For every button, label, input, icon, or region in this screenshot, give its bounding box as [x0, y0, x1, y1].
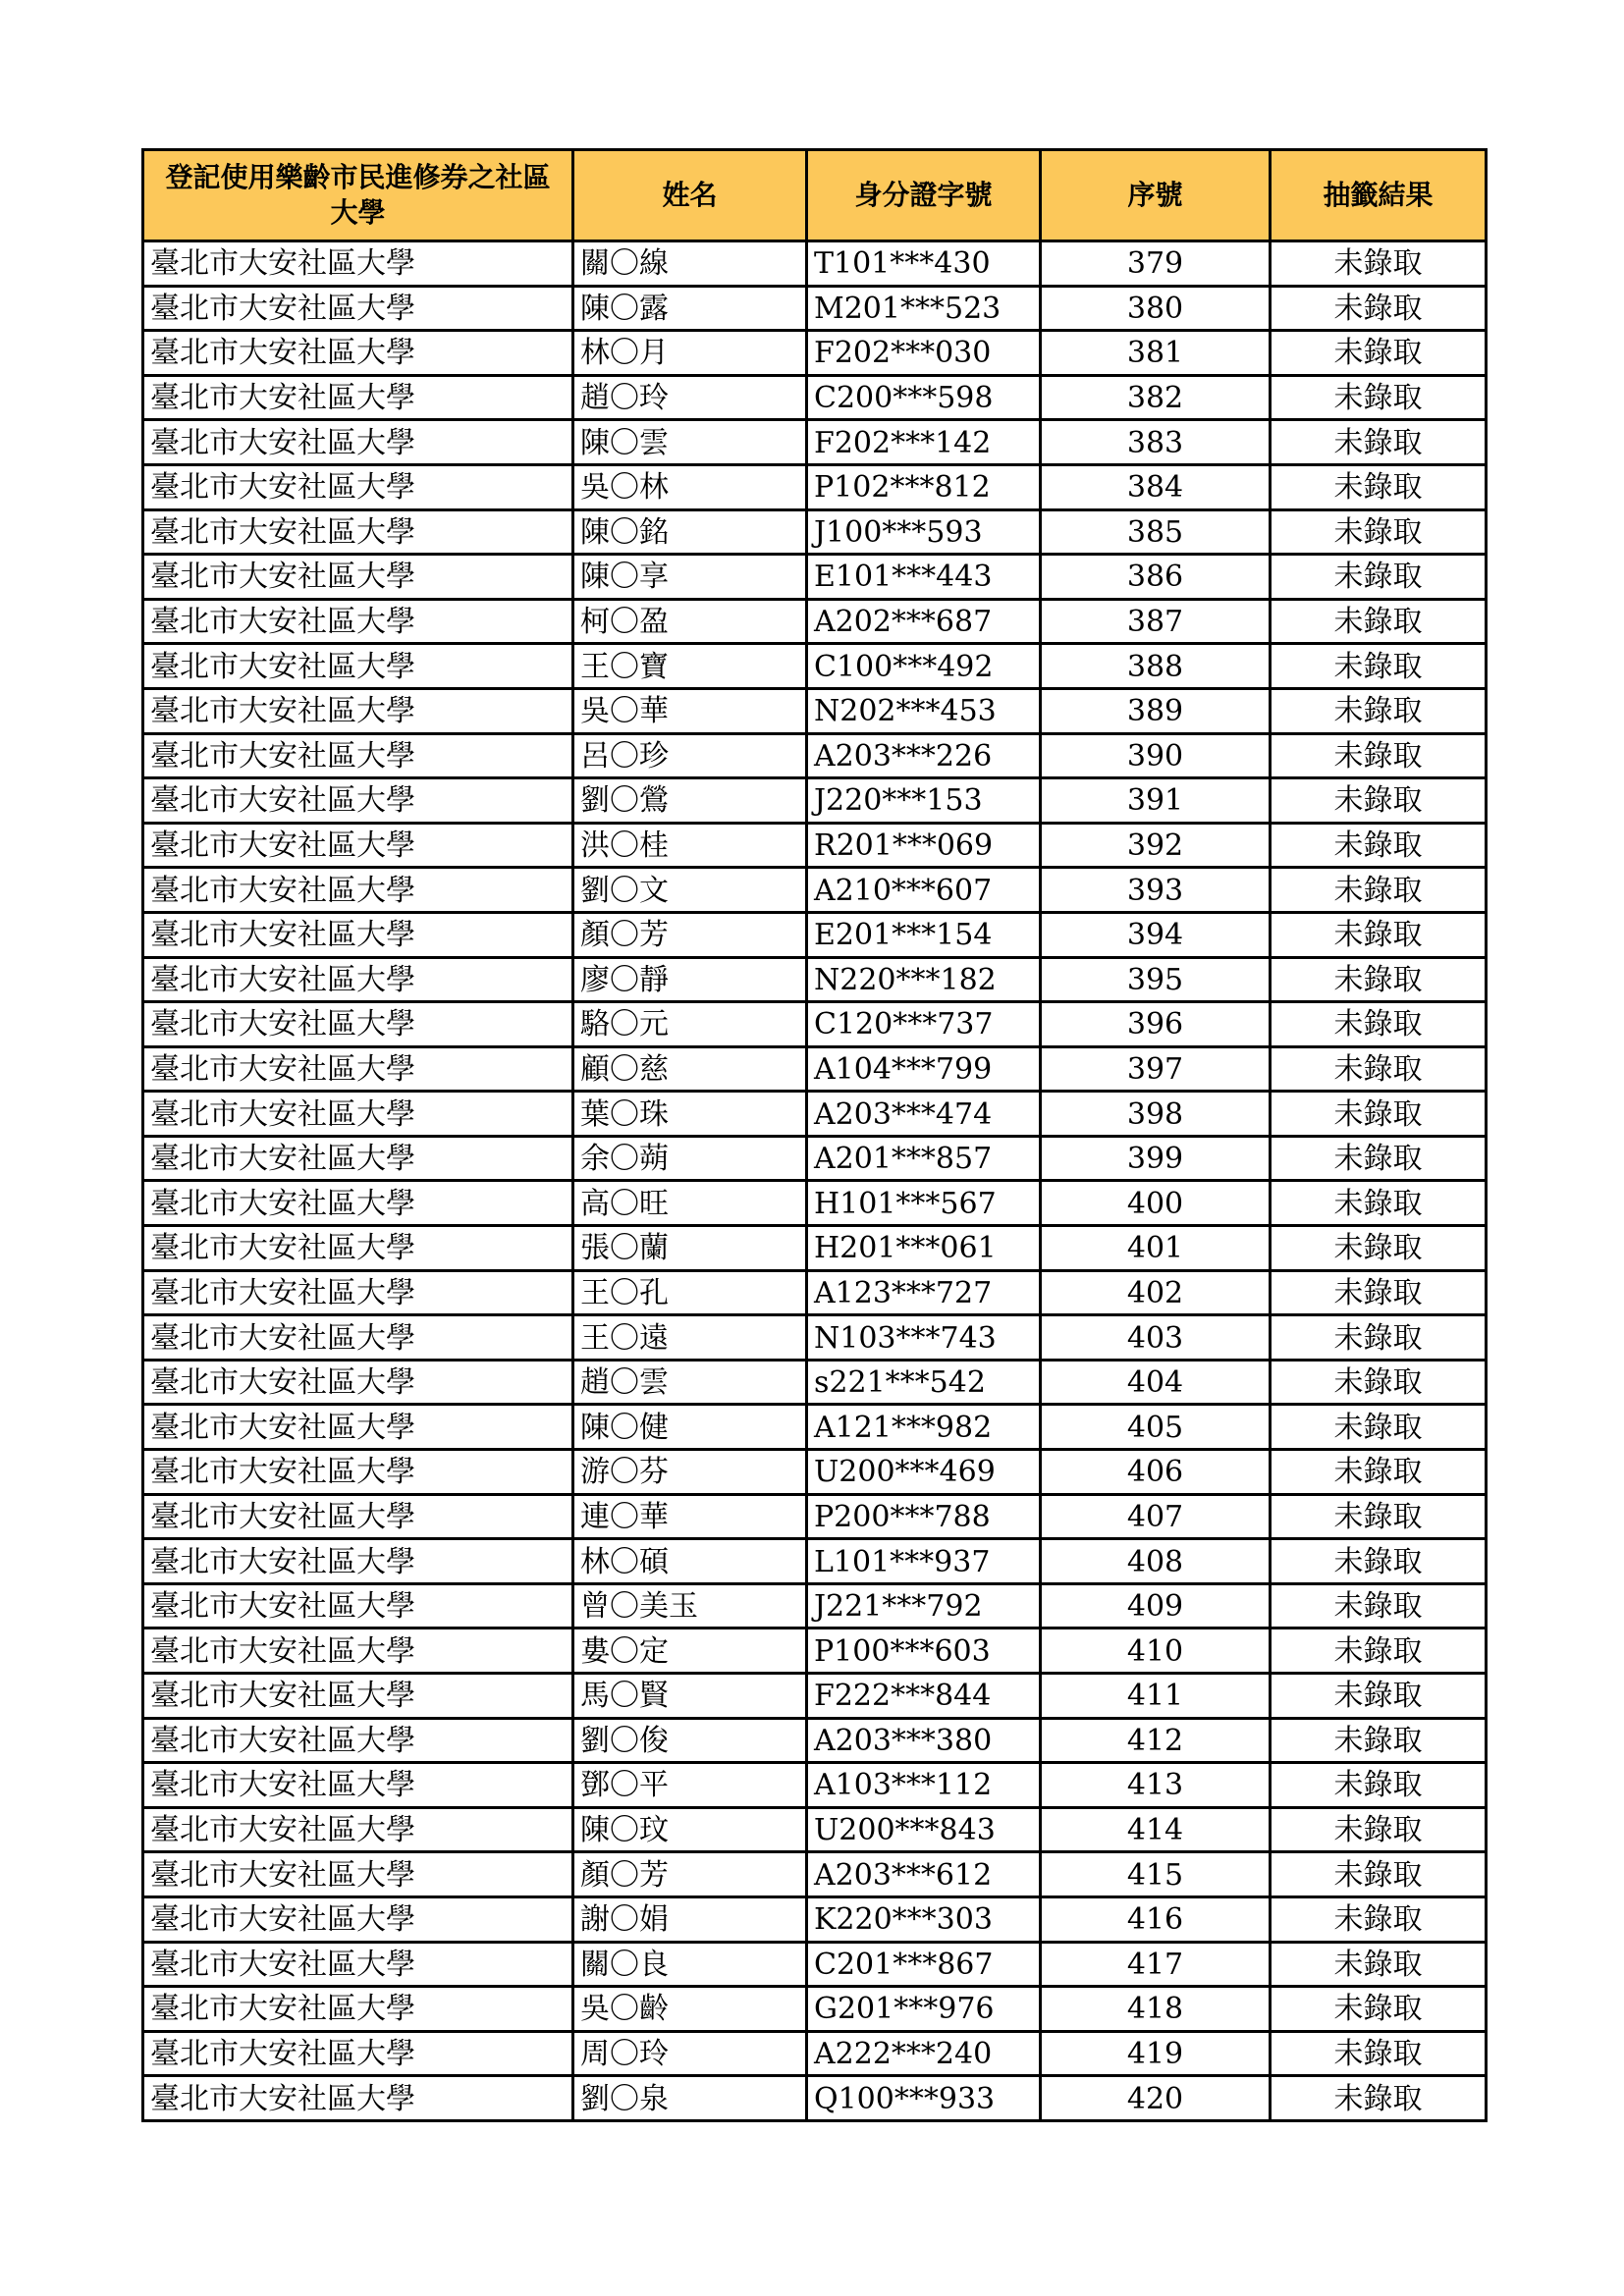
cell-name: 關〇線	[573, 241, 807, 287]
table-row	[143, 464, 1487, 509]
cell-seq: 400	[1041, 1181, 1271, 1226]
cell-id-number: A121***982	[807, 1405, 1041, 1450]
cell-seq: 380	[1041, 286, 1271, 331]
cell-school: 臺北市大安社區大學	[143, 555, 573, 600]
cell-school: 臺北市大安社區大學	[143, 1987, 573, 2032]
cell-school: 臺北市大安社區大學	[143, 1583, 573, 1629]
table-row	[143, 1763, 1487, 1808]
cell-result: 未錄取	[1271, 286, 1487, 331]
cell-id-number: P200***788	[807, 1494, 1041, 1539]
cell-name: 吳〇齡	[573, 1987, 807, 2032]
cell-seq: 386	[1041, 555, 1271, 600]
cell-school: 臺北市大安社區大學	[143, 868, 573, 913]
header-id-number: 身分證字號	[807, 150, 1041, 241]
cell-id-number: C200***598	[807, 375, 1041, 420]
cell-seq: 414	[1041, 1807, 1271, 1852]
cell-id-number: A203***226	[807, 733, 1041, 778]
cell-id-number: A203***474	[807, 1092, 1041, 1137]
table-row	[143, 1807, 1487, 1852]
cell-seq: 416	[1041, 1896, 1271, 1942]
cell-school: 臺北市大安社區大學	[143, 1450, 573, 1495]
table-row	[143, 1315, 1487, 1361]
cell-result: 未錄取	[1271, 1807, 1487, 1852]
cell-result: 未錄取	[1271, 1852, 1487, 1897]
cell-id-number: A210***607	[807, 868, 1041, 913]
cell-id-number: A222***240	[807, 2031, 1041, 2076]
cell-seq: 410	[1041, 1629, 1271, 1674]
cell-name: 林〇碩	[573, 1539, 807, 1584]
cell-school: 臺北市大安社區大學	[143, 823, 573, 868]
cell-result: 未錄取	[1271, 778, 1487, 824]
cell-seq: 412	[1041, 1718, 1271, 1763]
cell-school: 臺北市大安社區大學	[143, 1181, 573, 1226]
cell-name: 劉〇文	[573, 868, 807, 913]
cell-id-number: A103***112	[807, 1763, 1041, 1808]
cell-name: 顏〇芳	[573, 912, 807, 957]
cell-result: 未錄取	[1271, 1136, 1487, 1181]
cell-result: 未錄取	[1271, 464, 1487, 509]
cell-name: 高〇旺	[573, 1181, 807, 1226]
cell-id-number: P102***812	[807, 464, 1041, 509]
cell-seq: 411	[1041, 1674, 1271, 1719]
cell-seq: 404	[1041, 1360, 1271, 1405]
cell-name: 曾〇美玉	[573, 1583, 807, 1629]
cell-name: 顏〇芳	[573, 1852, 807, 1897]
cell-name: 廖〇靜	[573, 957, 807, 1002]
cell-name: 連〇華	[573, 1494, 807, 1539]
cell-school: 臺北市大安社區大學	[143, 733, 573, 778]
cell-school: 臺北市大安社區大學	[143, 2031, 573, 2076]
cell-result: 未錄取	[1271, 733, 1487, 778]
cell-id-number: E201***154	[807, 912, 1041, 957]
cell-id-number: J221***792	[807, 1583, 1041, 1629]
cell-result: 未錄取	[1271, 555, 1487, 600]
cell-id-number: U200***843	[807, 1807, 1041, 1852]
cell-result: 未錄取	[1271, 1896, 1487, 1942]
cell-seq: 385	[1041, 509, 1271, 555]
cell-result: 未錄取	[1271, 241, 1487, 287]
cell-name: 劉〇俊	[573, 1718, 807, 1763]
cell-seq: 395	[1041, 957, 1271, 1002]
table-row	[143, 1987, 1487, 2032]
table-row	[143, 420, 1487, 465]
cell-name: 張〇蘭	[573, 1226, 807, 1271]
cell-result: 未錄取	[1271, 1270, 1487, 1315]
table-row	[143, 286, 1487, 331]
cell-seq: 388	[1041, 644, 1271, 689]
cell-name: 王〇寶	[573, 644, 807, 689]
table-row	[143, 555, 1487, 600]
cell-school: 臺北市大安社區大學	[143, 1092, 573, 1137]
cell-school: 臺北市大安社區大學	[143, 1674, 573, 1719]
cell-school: 臺北市大安社區大學	[143, 1046, 573, 1092]
cell-name: 劉〇鶯	[573, 778, 807, 824]
cell-result: 未錄取	[1271, 1315, 1487, 1361]
cell-name: 吳〇林	[573, 464, 807, 509]
cell-result: 未錄取	[1271, 1450, 1487, 1495]
table-row	[143, 375, 1487, 420]
cell-seq: 401	[1041, 1226, 1271, 1271]
header-name: 姓名	[573, 150, 807, 241]
cell-id-number: A201***857	[807, 1136, 1041, 1181]
cell-name: 陳〇露	[573, 286, 807, 331]
cell-name: 呂〇珍	[573, 733, 807, 778]
cell-id-number: N220***182	[807, 957, 1041, 1002]
cell-id-number: A202***687	[807, 599, 1041, 644]
table-row	[143, 823, 1487, 868]
cell-seq: 379	[1041, 241, 1271, 287]
table-row	[143, 1896, 1487, 1942]
cell-id-number: F222***844	[807, 1674, 1041, 1719]
cell-result: 未錄取	[1271, 1583, 1487, 1629]
table-row	[143, 912, 1487, 957]
cell-id-number: R201***069	[807, 823, 1041, 868]
cell-seq: 392	[1041, 823, 1271, 868]
cell-school: 臺北市大安社區大學	[143, 241, 573, 287]
table-row	[143, 1674, 1487, 1719]
table-row	[143, 868, 1487, 913]
cell-result: 未錄取	[1271, 420, 1487, 465]
cell-id-number: A203***612	[807, 1852, 1041, 1897]
cell-name: 關〇良	[573, 1942, 807, 1987]
table-header	[143, 150, 1487, 241]
cell-seq: 413	[1041, 1763, 1271, 1808]
cell-school: 臺北市大安社區大學	[143, 2076, 573, 2121]
cell-seq: 399	[1041, 1136, 1271, 1181]
cell-id-number: F202***142	[807, 420, 1041, 465]
cell-result: 未錄取	[1271, 509, 1487, 555]
table-row	[143, 2031, 1487, 2076]
cell-school: 臺北市大安社區大學	[143, 1763, 573, 1808]
cell-id-number: C201***867	[807, 1942, 1041, 1987]
cell-id-number: U200***469	[807, 1450, 1041, 1495]
cell-result: 未錄取	[1271, 599, 1487, 644]
table-row	[143, 1450, 1487, 1495]
cell-result: 未錄取	[1271, 823, 1487, 868]
cell-school: 臺北市大安社區大學	[143, 1539, 573, 1584]
cell-name: 陳〇健	[573, 1405, 807, 1450]
table-row	[143, 1539, 1487, 1584]
table-row	[143, 2076, 1487, 2121]
cell-name: 葉〇珠	[573, 1092, 807, 1137]
cell-school: 臺北市大安社區大學	[143, 1270, 573, 1315]
cell-school: 臺北市大安社區大學	[143, 688, 573, 733]
cell-name: 王〇遠	[573, 1315, 807, 1361]
cell-name: 駱〇元	[573, 1002, 807, 1047]
cell-seq: 381	[1041, 331, 1271, 376]
cell-school: 臺北市大安社區大學	[143, 286, 573, 331]
cell-id-number: A203***380	[807, 1718, 1041, 1763]
header-school: 登記使用樂齡市民進修券之社區大學	[143, 150, 573, 241]
table-row	[143, 1002, 1487, 1047]
cell-id-number: T101***430	[807, 241, 1041, 287]
header-result: 抽籤結果	[1271, 150, 1487, 241]
cell-id-number: F202***030	[807, 331, 1041, 376]
cell-result: 未錄取	[1271, 2076, 1487, 2121]
cell-seq: 403	[1041, 1315, 1271, 1361]
cell-name: 婁〇定	[573, 1629, 807, 1674]
cell-seq: 409	[1041, 1583, 1271, 1629]
cell-name: 趙〇玲	[573, 375, 807, 420]
cell-result: 未錄取	[1271, 957, 1487, 1002]
cell-school: 臺北市大安社區大學	[143, 778, 573, 824]
table-row	[143, 599, 1487, 644]
cell-seq: 420	[1041, 2076, 1271, 2121]
header-row	[143, 150, 1487, 241]
table-row	[143, 688, 1487, 733]
table-row	[143, 1852, 1487, 1897]
cell-id-number: s221***542	[807, 1360, 1041, 1405]
cell-id-number: Q100***933	[807, 2076, 1041, 2121]
table-row	[143, 1181, 1487, 1226]
cell-id-number: K220***303	[807, 1896, 1041, 1942]
cell-name: 陳〇雲	[573, 420, 807, 465]
table-row	[143, 1629, 1487, 1674]
cell-name: 趙〇雲	[573, 1360, 807, 1405]
cell-school: 臺北市大安社區大學	[143, 509, 573, 555]
cell-school: 臺北市大安社區大學	[143, 1852, 573, 1897]
cell-result: 未錄取	[1271, 1002, 1487, 1047]
cell-school: 臺北市大安社區大學	[143, 1226, 573, 1271]
cell-seq: 408	[1041, 1539, 1271, 1584]
cell-name: 柯〇盈	[573, 599, 807, 644]
cell-result: 未錄取	[1271, 1763, 1487, 1808]
cell-result: 未錄取	[1271, 1046, 1487, 1092]
cell-result: 未錄取	[1271, 1629, 1487, 1674]
cell-school: 臺北市大安社區大學	[143, 1360, 573, 1405]
table-row	[143, 1092, 1487, 1137]
table-row	[143, 1405, 1487, 1450]
cell-seq: 417	[1041, 1942, 1271, 1987]
cell-id-number: J100***593	[807, 509, 1041, 555]
cell-seq: 418	[1041, 1987, 1271, 2032]
cell-school: 臺北市大安社區大學	[143, 1405, 573, 1450]
cell-result: 未錄取	[1271, 1494, 1487, 1539]
cell-school: 臺北市大安社區大學	[143, 1896, 573, 1942]
cell-school: 臺北市大安社區大學	[143, 1494, 573, 1539]
cell-seq: 397	[1041, 1046, 1271, 1092]
cell-result: 未錄取	[1271, 1718, 1487, 1763]
cell-id-number: H101***567	[807, 1181, 1041, 1226]
cell-seq: 415	[1041, 1852, 1271, 1897]
cell-school: 臺北市大安社區大學	[143, 644, 573, 689]
cell-name: 吳〇華	[573, 688, 807, 733]
cell-name: 劉〇泉	[573, 2076, 807, 2121]
table-row	[143, 644, 1487, 689]
cell-result: 未錄取	[1271, 375, 1487, 420]
cell-result: 未錄取	[1271, 912, 1487, 957]
table-row	[143, 1046, 1487, 1092]
cell-seq: 383	[1041, 420, 1271, 465]
cell-school: 臺北市大安社區大學	[143, 599, 573, 644]
cell-result: 未錄取	[1271, 1360, 1487, 1405]
cell-seq: 396	[1041, 1002, 1271, 1047]
cell-school: 臺北市大安社區大學	[143, 1942, 573, 1987]
cell-id-number: N202***453	[807, 688, 1041, 733]
table-row	[143, 1136, 1487, 1181]
cell-id-number: N103***743	[807, 1315, 1041, 1361]
table-row	[143, 778, 1487, 824]
cell-name: 林〇月	[573, 331, 807, 376]
cell-name: 謝〇娟	[573, 1896, 807, 1942]
cell-result: 未錄取	[1271, 1092, 1487, 1137]
cell-school: 臺北市大安社區大學	[143, 1807, 573, 1852]
cell-seq: 393	[1041, 868, 1271, 913]
cell-name: 陳〇享	[573, 555, 807, 600]
cell-seq: 387	[1041, 599, 1271, 644]
cell-name: 陳〇銘	[573, 509, 807, 555]
cell-school: 臺北市大安社區大學	[143, 1718, 573, 1763]
cell-result: 未錄取	[1271, 868, 1487, 913]
cell-name: 顧〇慈	[573, 1046, 807, 1092]
cell-school: 臺北市大安社區大學	[143, 957, 573, 1002]
cell-seq: 389	[1041, 688, 1271, 733]
table-row	[143, 1494, 1487, 1539]
cell-result: 未錄取	[1271, 688, 1487, 733]
cell-seq: 384	[1041, 464, 1271, 509]
cell-school: 臺北市大安社區大學	[143, 375, 573, 420]
table-body	[143, 241, 1487, 2121]
cell-name: 洪〇桂	[573, 823, 807, 868]
cell-id-number: H201***061	[807, 1226, 1041, 1271]
cell-result: 未錄取	[1271, 1226, 1487, 1271]
table-row	[143, 1942, 1487, 1987]
cell-id-number: M201***523	[807, 286, 1041, 331]
cell-result: 未錄取	[1271, 1674, 1487, 1719]
cell-seq: 419	[1041, 2031, 1271, 2076]
table-row	[143, 733, 1487, 778]
cell-seq: 394	[1041, 912, 1271, 957]
cell-result: 未錄取	[1271, 1987, 1487, 2032]
cell-result: 未錄取	[1271, 1181, 1487, 1226]
cell-id-number: P100***603	[807, 1629, 1041, 1674]
table-row	[143, 241, 1487, 287]
cell-school: 臺北市大安社區大學	[143, 464, 573, 509]
cell-id-number: G201***976	[807, 1987, 1041, 2032]
cell-seq: 382	[1041, 375, 1271, 420]
cell-school: 臺北市大安社區大學	[143, 1629, 573, 1674]
cell-school: 臺北市大安社區大學	[143, 420, 573, 465]
cell-name: 陳〇玟	[573, 1807, 807, 1852]
cell-school: 臺北市大安社區大學	[143, 1315, 573, 1361]
table-row	[143, 331, 1487, 376]
cell-school: 臺北市大安社區大學	[143, 912, 573, 957]
cell-seq: 405	[1041, 1405, 1271, 1450]
table-row	[143, 957, 1487, 1002]
cell-name: 鄧〇平	[573, 1763, 807, 1808]
lottery-results-table	[141, 148, 1488, 2122]
cell-name: 周〇玲	[573, 2031, 807, 2076]
cell-school: 臺北市大安社區大學	[143, 331, 573, 376]
cell-result: 未錄取	[1271, 1942, 1487, 1987]
cell-id-number: E101***443	[807, 555, 1041, 600]
header-seq: 序號	[1041, 150, 1271, 241]
cell-id-number: L101***937	[807, 1539, 1041, 1584]
cell-name: 王〇孔	[573, 1270, 807, 1315]
cell-seq: 407	[1041, 1494, 1271, 1539]
cell-seq: 398	[1041, 1092, 1271, 1137]
table-row	[143, 1360, 1487, 1405]
cell-seq: 406	[1041, 1450, 1271, 1495]
cell-seq: 402	[1041, 1270, 1271, 1315]
cell-id-number: C120***737	[807, 1002, 1041, 1047]
cell-id-number: J220***153	[807, 778, 1041, 824]
cell-result: 未錄取	[1271, 1539, 1487, 1584]
cell-seq: 391	[1041, 778, 1271, 824]
cell-name: 游〇芬	[573, 1450, 807, 1495]
cell-id-number: A104***799	[807, 1046, 1041, 1092]
cell-seq: 390	[1041, 733, 1271, 778]
cell-id-number: C100***492	[807, 644, 1041, 689]
cell-result: 未錄取	[1271, 1405, 1487, 1450]
table-row	[143, 1270, 1487, 1315]
cell-name: 馬〇賢	[573, 1674, 807, 1719]
table-row	[143, 1226, 1487, 1271]
table-row	[143, 1583, 1487, 1629]
cell-id-number: A123***727	[807, 1270, 1041, 1315]
cell-school: 臺北市大安社區大學	[143, 1136, 573, 1181]
table-row	[143, 509, 1487, 555]
cell-name: 余〇蒴	[573, 1136, 807, 1181]
cell-result: 未錄取	[1271, 331, 1487, 376]
cell-result: 未錄取	[1271, 2031, 1487, 2076]
cell-school: 臺北市大安社區大學	[143, 1002, 573, 1047]
cell-result: 未錄取	[1271, 644, 1487, 689]
table-row	[143, 1718, 1487, 1763]
